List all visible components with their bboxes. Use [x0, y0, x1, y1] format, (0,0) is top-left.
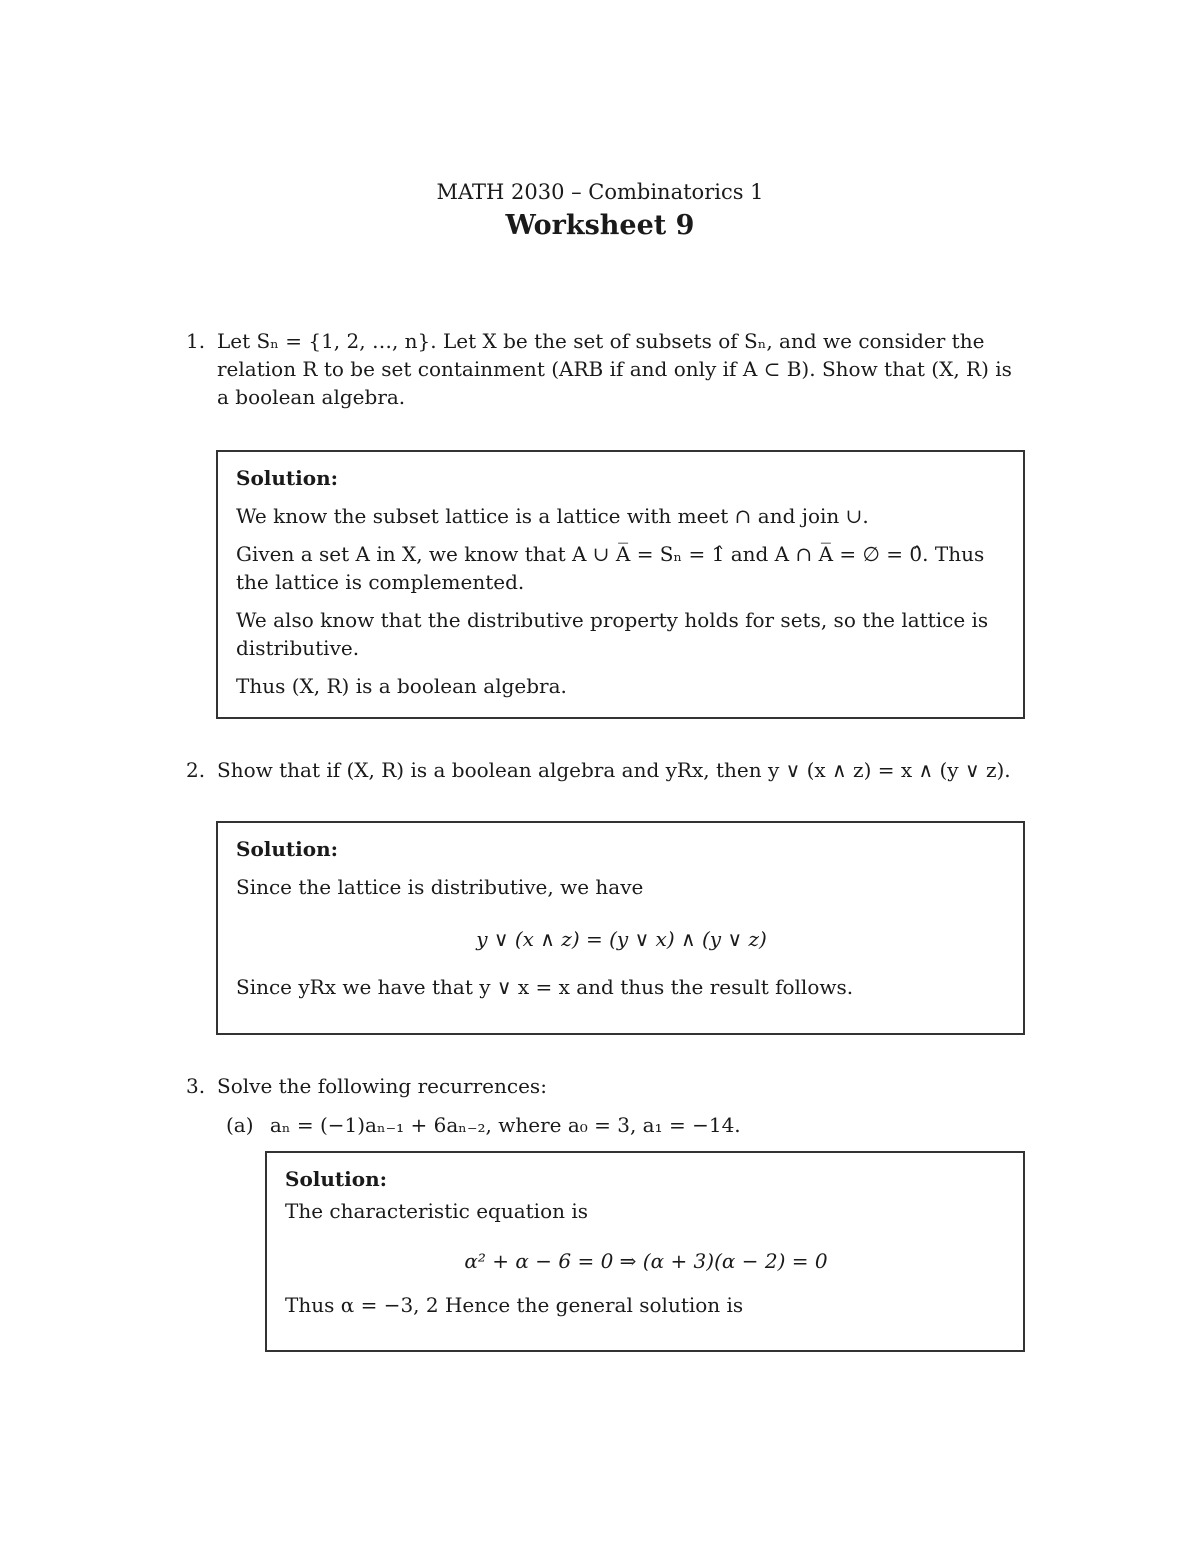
solution-heading: Solution: [285, 1167, 388, 1191]
problem-text: Solve the following recurrences: [217, 1074, 547, 1098]
worksheet-title: Worksheet 9 [505, 210, 695, 241]
problem-number: 2. [186, 758, 206, 782]
solution-paragraph: Thus (X, R) is a boolean algebra. [236, 674, 567, 698]
display-equation: y ∨ (x ∧ z) = (y ∨ x) ∧ (y ∨ z) [476, 927, 767, 951]
solution-box-3a [265, 1151, 1025, 1352]
part-text: aₙ = (−1)aₙ₋₁ + 6aₙ₋₂, where a₀ = 3, a₁ = −14. [269, 1113, 741, 1137]
solution-paragraph: We also know that the distributive property holds for sets, so the lattice is distributive. [236, 608, 989, 660]
problem-2 [186, 756, 1026, 784]
problem-text: Show that if (X, R) is a boolean algebra and yRx, then y ∨ (x ∧ z) = x ∧ (y ∨ z). [217, 758, 1011, 782]
problem-number: 3. [186, 1074, 206, 1098]
solution-outro: Since yRx we have that y ∨ x = x and thus the result follows. [236, 975, 854, 999]
problem-3a [226, 1111, 1026, 1139]
solution-paragraph: We know the subset lattice is a lattice with meet ∩ and join ∪. [236, 504, 869, 528]
solution-heading: Solution: [236, 837, 339, 861]
solution-heading: Solution: [236, 466, 339, 490]
problem-1 [186, 327, 1026, 411]
problem-text: Let Sₙ = {1, 2, …, n}. Let X be the set of subsets of Sₙ, and we consider the relation R to be set containment (ARB if and only if A ⊂ B). Show that (X, R) is a boolean algebra. [217, 329, 1012, 409]
part-label: (a) [226, 1113, 254, 1137]
solution-outro: Thus α = −3, 2 Hence the general solution is [285, 1293, 744, 1317]
solution-paragraph: Given a set A in X, we know that A ∪ A̅ = Sₙ = 1̂ and A ∩ A̅ = ∅ = 0̂. Thus the lattice is complemented. [236, 542, 985, 594]
problem-3 [186, 1072, 1026, 1100]
solution-intro: Since the lattice is distributive, we have [236, 875, 644, 899]
solution-box-2 [216, 821, 1025, 1035]
problem-number: 1. [186, 329, 206, 353]
course-title: MATH 2030 – Combinatorics 1 [436, 180, 764, 204]
display-equation: α² + α − 6 = 0 ⇒ (α + 3)(α − 2) = 0 [464, 1249, 828, 1273]
solution-box-1 [216, 450, 1025, 719]
solution-intro: The characteristic equation is [285, 1199, 589, 1223]
